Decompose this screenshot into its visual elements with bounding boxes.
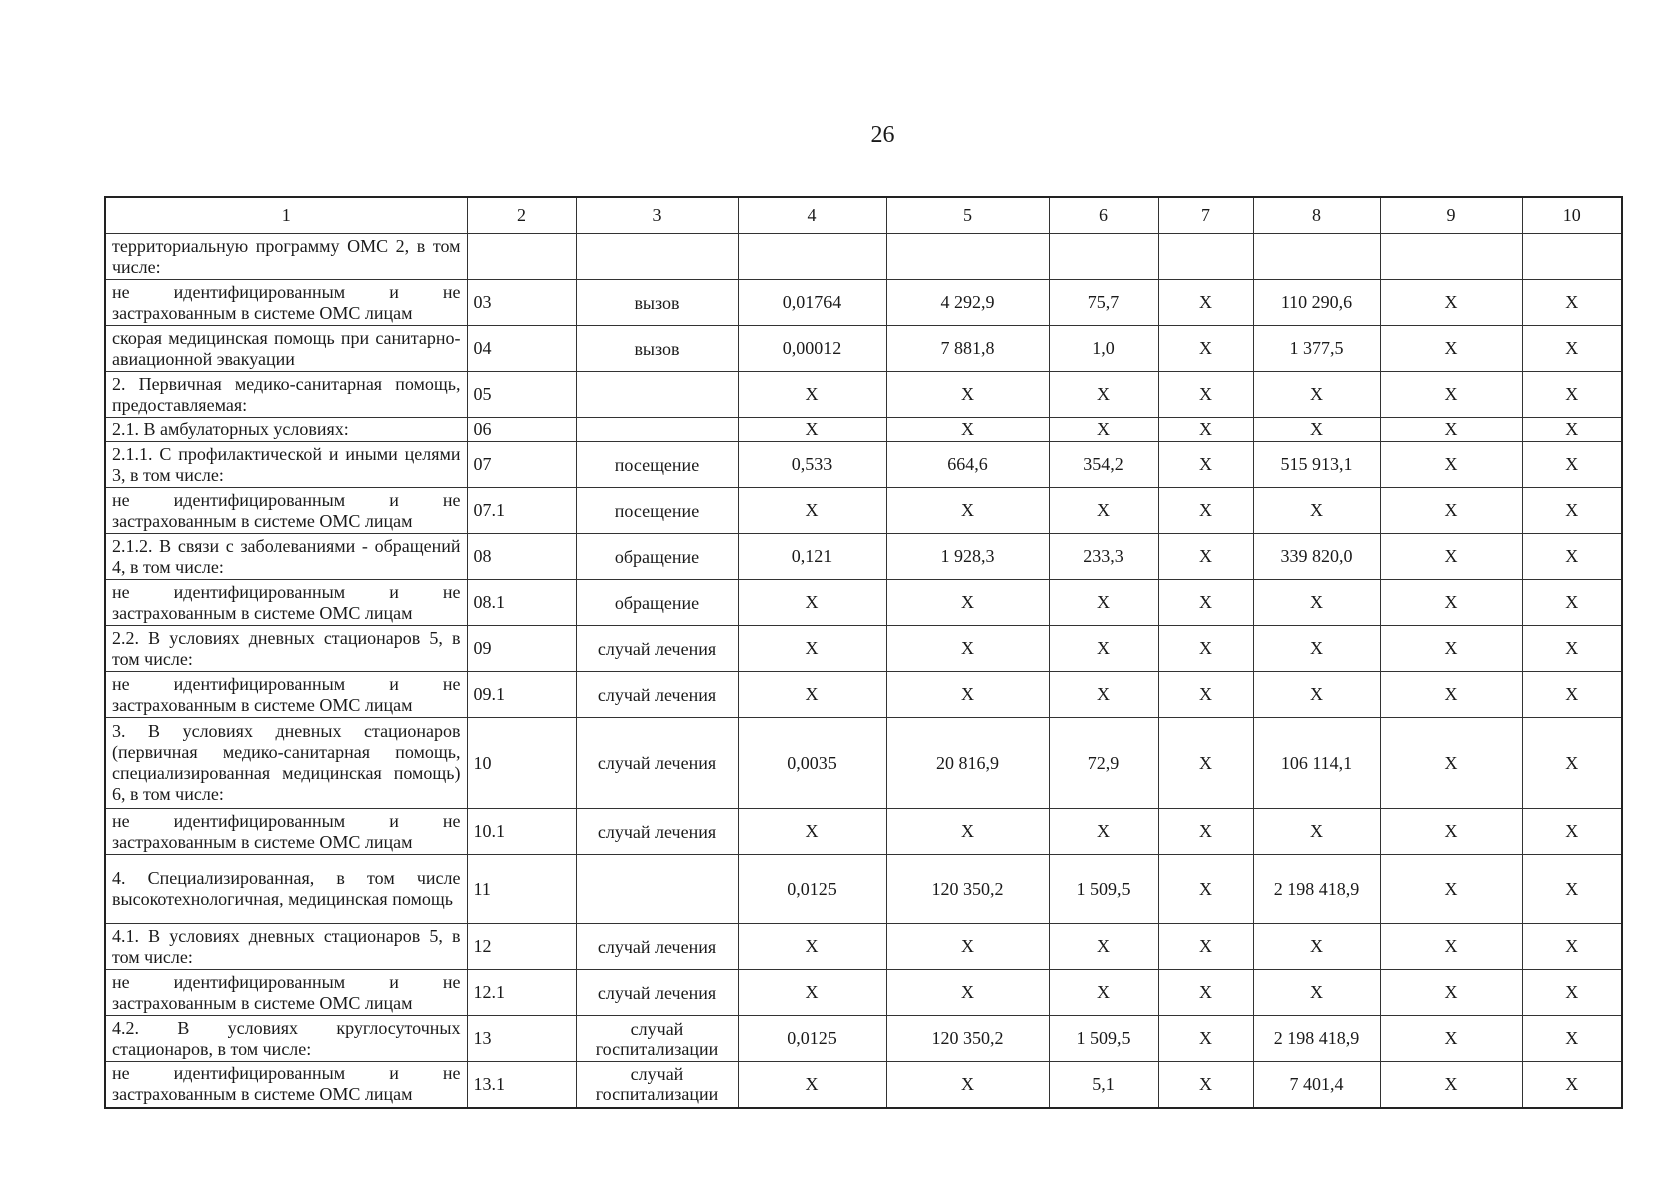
cell-col4: 0,01764	[738, 280, 886, 326]
cell-col9: X	[1380, 855, 1522, 924]
cell-col8: X	[1253, 924, 1380, 970]
row-name: территориальную программу ОМС 2, в том числе:	[105, 234, 467, 280]
cell-col5: X	[886, 580, 1049, 626]
cell-col8: 1 377,5	[1253, 326, 1380, 372]
row-code: 08	[467, 534, 576, 580]
table-row	[105, 580, 1622, 626]
cell-col8: X	[1253, 580, 1380, 626]
cell-col5: 120 350,2	[886, 1016, 1049, 1062]
cell-col10: X	[1522, 372, 1622, 418]
row-code: 08.1	[467, 580, 576, 626]
table-row	[105, 626, 1622, 672]
row-name: не идентифицированным и не застрахованным в системе ОМС лицам	[105, 809, 467, 855]
cell-col4: 0,0125	[738, 855, 886, 924]
row-code: 10	[467, 718, 576, 809]
cell-col9: X	[1380, 418, 1522, 442]
cell-col10: X	[1522, 326, 1622, 372]
cell-col7: X	[1158, 809, 1253, 855]
cell-col7: X	[1158, 924, 1253, 970]
row-name: не идентифицированным и не застрахованным в системе ОМС лицам	[105, 672, 467, 718]
column-header: 6	[1049, 197, 1158, 234]
table-row	[105, 418, 1622, 442]
row-code: 03	[467, 280, 576, 326]
table-row	[105, 970, 1622, 1016]
row-code	[467, 234, 576, 280]
cell-col7: X	[1158, 326, 1253, 372]
row-name: 4.2. В условиях круглосуточных стационаров, в том числе:	[105, 1016, 467, 1062]
table-row	[105, 372, 1622, 418]
row-name: 4. Специализированная, в том числе высокотехнологичная, медицинская помощь	[105, 855, 467, 924]
row-name: 3. В условиях дневных стационаров (первичная медико-санитарная помощь, специализированная медицинская помощь) 6, в том числе:	[105, 718, 467, 809]
cell-col4: X	[738, 488, 886, 534]
table-row	[105, 809, 1622, 855]
cell-col6: 72,9	[1049, 718, 1158, 809]
row-name: 4.1. В условиях дневных стационаров 5, в том числе:	[105, 924, 467, 970]
cell-col6: X	[1049, 924, 1158, 970]
cell-col7: X	[1158, 280, 1253, 326]
cell-col4: X	[738, 580, 886, 626]
cell-col6: X	[1049, 672, 1158, 718]
cell-col9: X	[1380, 326, 1522, 372]
cell-col7: X	[1158, 1016, 1253, 1062]
cell-col4: 0,533	[738, 442, 886, 488]
cell-col10: X	[1522, 534, 1622, 580]
table-row	[105, 1016, 1622, 1062]
row-code: 12	[467, 924, 576, 970]
cell-col8	[1253, 234, 1380, 280]
cell-col5	[886, 234, 1049, 280]
cell-col5: X	[886, 372, 1049, 418]
cell-col6: 1 509,5	[1049, 855, 1158, 924]
table-row	[105, 718, 1622, 809]
cell-col5: X	[886, 488, 1049, 534]
row-code: 05	[467, 372, 576, 418]
cell-col10: X	[1522, 580, 1622, 626]
cell-col5: X	[886, 672, 1049, 718]
row-code: 06	[467, 418, 576, 442]
row-unit: случай лечения	[576, 924, 738, 970]
cell-col7: X	[1158, 1062, 1253, 1108]
table-row	[105, 326, 1622, 372]
cell-col4	[738, 234, 886, 280]
column-header: 2	[467, 197, 576, 234]
table-row	[105, 924, 1622, 970]
row-unit	[576, 372, 738, 418]
column-header: 7	[1158, 197, 1253, 234]
cell-col10: X	[1522, 970, 1622, 1016]
cell-col6: X	[1049, 970, 1158, 1016]
cell-col8: X	[1253, 418, 1380, 442]
data-table	[104, 196, 1623, 1109]
cell-col8: 339 820,0	[1253, 534, 1380, 580]
cell-col8: 106 114,1	[1253, 718, 1380, 809]
cell-col6: 1,0	[1049, 326, 1158, 372]
cell-col5: 4 292,9	[886, 280, 1049, 326]
row-code: 12.1	[467, 970, 576, 1016]
cell-col8: X	[1253, 672, 1380, 718]
table-row	[105, 488, 1622, 534]
cell-col6: X	[1049, 372, 1158, 418]
row-code: 07.1	[467, 488, 576, 534]
cell-col7: X	[1158, 418, 1253, 442]
cell-col10: X	[1522, 418, 1622, 442]
column-header: 9	[1380, 197, 1522, 234]
cell-col5: X	[886, 1062, 1049, 1108]
cell-col10: X	[1522, 488, 1622, 534]
row-code: 07	[467, 442, 576, 488]
cell-col6: 1 509,5	[1049, 1016, 1158, 1062]
cell-col8: 7 401,4	[1253, 1062, 1380, 1108]
cell-col8: X	[1253, 626, 1380, 672]
row-name: 2. Первичная медико-санитарная помощь, предоставляемая:	[105, 372, 467, 418]
cell-col7: X	[1158, 855, 1253, 924]
cell-col4: 0,0035	[738, 718, 886, 809]
cell-col7: X	[1158, 580, 1253, 626]
cell-col9: X	[1380, 534, 1522, 580]
cell-col10: X	[1522, 1062, 1622, 1108]
cell-col9: X	[1380, 970, 1522, 1016]
row-code: 04	[467, 326, 576, 372]
cell-col9: X	[1380, 1016, 1522, 1062]
cell-col4: X	[738, 809, 886, 855]
cell-col6: 5,1	[1049, 1062, 1158, 1108]
cell-col9	[1380, 234, 1522, 280]
cell-col5: X	[886, 924, 1049, 970]
cell-col5: 120 350,2	[886, 855, 1049, 924]
cell-col8: X	[1253, 372, 1380, 418]
table-row	[105, 1062, 1622, 1108]
cell-col4: 0,0125	[738, 1016, 886, 1062]
table-row	[105, 534, 1622, 580]
row-name: не идентифицированным и не застрахованным в системе ОМС лицам	[105, 488, 467, 534]
cell-col7: X	[1158, 488, 1253, 534]
page-number: 26	[870, 122, 895, 148]
cell-col7: X	[1158, 442, 1253, 488]
cell-col4: X	[738, 672, 886, 718]
cell-col5: X	[886, 418, 1049, 442]
cell-col9: X	[1380, 1062, 1522, 1108]
row-code: 09.1	[467, 672, 576, 718]
column-header: 1	[105, 197, 467, 234]
cell-col10: X	[1522, 809, 1622, 855]
row-code: 13	[467, 1016, 576, 1062]
row-name: 2.1.2. В связи с заболеваниями - обращений 4, в том числе:	[105, 534, 467, 580]
table-row	[105, 855, 1622, 924]
row-name: не идентифицированным и не застрахованным в системе ОМС лицам	[105, 1062, 467, 1108]
row-name: не идентифицированным и не застрахованным в системе ОМС лицам	[105, 580, 467, 626]
row-unit	[576, 855, 738, 924]
row-unit: случай лечения	[576, 970, 738, 1016]
row-unit	[576, 418, 738, 442]
cell-col4: 0,121	[738, 534, 886, 580]
cell-col6: X	[1049, 626, 1158, 672]
row-code: 13.1	[467, 1062, 576, 1108]
cell-col8: X	[1253, 809, 1380, 855]
row-unit: случай лечения	[576, 718, 738, 809]
cell-col9: X	[1380, 280, 1522, 326]
cell-col5: 7 881,8	[886, 326, 1049, 372]
cell-col10: X	[1522, 924, 1622, 970]
cell-col8: 515 913,1	[1253, 442, 1380, 488]
row-unit: вызов	[576, 280, 738, 326]
cell-col10: X	[1522, 626, 1622, 672]
cell-col4: X	[738, 1062, 886, 1108]
cell-col8: 110 290,6	[1253, 280, 1380, 326]
cell-col5: X	[886, 970, 1049, 1016]
cell-col10: X	[1522, 442, 1622, 488]
cell-col10: X	[1522, 855, 1622, 924]
column-header: 8	[1253, 197, 1380, 234]
row-unit: случай лечения	[576, 626, 738, 672]
cell-col9: X	[1380, 626, 1522, 672]
row-name: не идентифицированным и не застрахованным в системе ОМС лицам	[105, 970, 467, 1016]
cell-col9: X	[1380, 442, 1522, 488]
row-unit	[576, 234, 738, 280]
cell-col10	[1522, 234, 1622, 280]
column-header: 5	[886, 197, 1049, 234]
cell-col7: X	[1158, 534, 1253, 580]
cell-col7: X	[1158, 718, 1253, 809]
cell-col9: X	[1380, 580, 1522, 626]
cell-col5: X	[886, 809, 1049, 855]
row-unit: случай лечения	[576, 809, 738, 855]
cell-col8: X	[1253, 970, 1380, 1016]
cell-col6: 233,3	[1049, 534, 1158, 580]
cell-col5: 20 816,9	[886, 718, 1049, 809]
table-row	[105, 442, 1622, 488]
cell-col10: X	[1522, 280, 1622, 326]
cell-col9: X	[1380, 809, 1522, 855]
row-unit: случай лечения	[576, 672, 738, 718]
cell-col4: X	[738, 418, 886, 442]
cell-col7: X	[1158, 626, 1253, 672]
cell-col4: X	[738, 924, 886, 970]
cell-col9: X	[1380, 372, 1522, 418]
cell-col8: 2 198 418,9	[1253, 855, 1380, 924]
row-code: 10.1	[467, 809, 576, 855]
row-unit: вызов	[576, 326, 738, 372]
row-name: 2.1. В амбулаторных условиях:	[105, 418, 467, 442]
table-row	[105, 280, 1622, 326]
table-row	[105, 672, 1622, 718]
row-name: 2.1.1. С профилактической и иными целями 3, в том числе:	[105, 442, 467, 488]
cell-col8: X	[1253, 488, 1380, 534]
cell-col9: X	[1380, 488, 1522, 534]
row-unit: случай госпитализации	[576, 1062, 738, 1108]
cell-col10: X	[1522, 718, 1622, 809]
row-unit: посещение	[576, 488, 738, 534]
cell-col5: X	[886, 626, 1049, 672]
row-name: не идентифицированным и не застрахованным в системе ОМС лицам	[105, 280, 467, 326]
cell-col6: 354,2	[1049, 442, 1158, 488]
cell-col7	[1158, 234, 1253, 280]
cell-col7: X	[1158, 372, 1253, 418]
cell-col7: X	[1158, 970, 1253, 1016]
cell-col6: X	[1049, 418, 1158, 442]
cell-col6: 75,7	[1049, 280, 1158, 326]
row-name: скорая медицинская помощь при санитарно-авиационной эвакуации	[105, 326, 467, 372]
column-header: 3	[576, 197, 738, 234]
row-unit: обращение	[576, 534, 738, 580]
row-code: 09	[467, 626, 576, 672]
cell-col10: X	[1522, 672, 1622, 718]
cell-col8: 2 198 418,9	[1253, 1016, 1380, 1062]
row-unit: обращение	[576, 580, 738, 626]
row-name: 2.2. В условиях дневных стационаров 5, в том числе:	[105, 626, 467, 672]
row-unit: посещение	[576, 442, 738, 488]
cell-col9: X	[1380, 924, 1522, 970]
cell-col4: X	[738, 626, 886, 672]
cell-col5: 664,6	[886, 442, 1049, 488]
cell-col6: X	[1049, 580, 1158, 626]
cell-col4: X	[738, 372, 886, 418]
cell-col6	[1049, 234, 1158, 280]
cell-col7: X	[1158, 672, 1253, 718]
row-unit: случай госпитализации	[576, 1016, 738, 1062]
cell-col5: 1 928,3	[886, 534, 1049, 580]
cell-col4: 0,00012	[738, 326, 886, 372]
cell-col9: X	[1380, 718, 1522, 809]
column-header: 4	[738, 197, 886, 234]
header-row	[105, 197, 1622, 234]
row-code: 11	[467, 855, 576, 924]
cell-col6: X	[1049, 809, 1158, 855]
cell-col4: X	[738, 970, 886, 1016]
column-header: 10	[1522, 197, 1622, 234]
cell-col6: X	[1049, 488, 1158, 534]
cell-col10: X	[1522, 1016, 1622, 1062]
cell-col9: X	[1380, 672, 1522, 718]
table-row	[105, 234, 1622, 280]
